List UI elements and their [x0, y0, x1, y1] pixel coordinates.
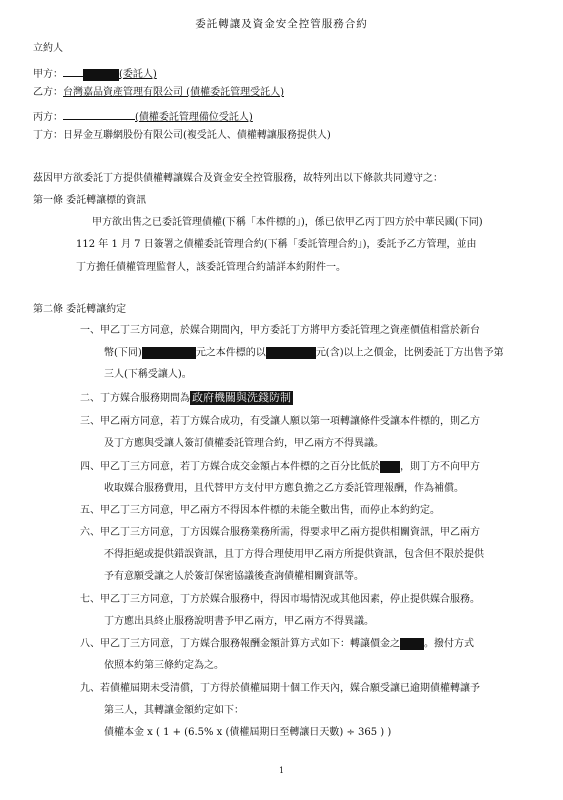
party-c-prefix: 丙方： — [33, 112, 63, 123]
redacted-amount — [266, 347, 316, 359]
clause-4-line — [80, 461, 480, 474]
clause-1-line: 三人(下稱受讓人)。 — [104, 369, 192, 380]
clause-5-line: 五、甲乙丁三方同意，甲乙兩方不得因本件標的未能全數出售，而停止本約約定。 — [80, 505, 440, 516]
clause-9-line: 九、若債權屆期未受清償，丁方得於債權屆期十個工作天內，媒合願受讓已逾期債權轉讓予 — [80, 683, 480, 694]
clause-7-line: 七、甲乙丁三方同意，丁方於媒合服務中，得因市場情況或其他因素，停止提供媒合服務。 — [80, 594, 480, 605]
clause-8-text: 。撥付方式 — [424, 638, 474, 650]
parties-label: 立約人 — [33, 43, 63, 54]
redacted-percentage — [380, 461, 400, 473]
clause-2-text: 二、丁方媒合服務期間為 — [80, 393, 190, 404]
party-a-role: (委託人) — [119, 69, 157, 80]
clause-8-line — [80, 638, 474, 651]
party-a-line — [33, 66, 157, 81]
redacted-rate — [400, 638, 424, 650]
clause-6-line: 不得拒絕或提供錯誤資訊，且丁方得合理使用甲乙兩方所提供資訊，包含但不限於提供 — [104, 549, 484, 560]
clause-6-line: 六、甲乙丁三方同意，丁方因媒合服務業務所需，得要求甲乙兩方提供相關資訊，甲乙兩方 — [80, 527, 480, 538]
redacted-amount — [142, 347, 196, 359]
intro-paragraph: 茲因甲方欲委託丁方提供債權轉讓媒合及資金安全控管服務，故特列出以下條款共同遵守之： — [33, 173, 443, 184]
page-number: 1 — [278, 766, 285, 775]
article-1-line: 112 年 1 月 7 日簽署之債權委託管理合約(下稱「委託管理合約」)，委託予乙方管理，並由 — [76, 239, 477, 250]
clause-8-text: 八、甲乙丁三方同意，丁方媒合服務報酬金額計算方式如下：轉讓價金之 — [80, 638, 400, 650]
clause-1-text: 元(含)以上之價金，比例委託丁方出售予第 — [315, 347, 504, 359]
clause-2-line — [80, 391, 293, 405]
party-a-prefix: 甲方： — [33, 69, 63, 80]
clause-3-line: 及丁方應與受讓人簽訂債權委託管理合約，甲乙兩方不得異議。 — [104, 438, 384, 449]
party-c-line — [33, 109, 253, 124]
clause-7-line: 丁方應出具終止服務說明書予甲乙兩方，甲乙兩方不得異議。 — [104, 616, 374, 627]
clause-6-line: 予有意願受讓之人於簽訂保密協議後查詢債權相關資訊等。 — [104, 571, 364, 582]
clause-9-line: 第三人，其轉讓金額約定如下： — [104, 705, 244, 716]
article-1-heading: 第一條 委託轉讓標的資訊 — [33, 195, 147, 206]
clause-1-line: 一、甲乙丁三方同意，於媒合期間內，甲方委託丁方將甲方委託管理之資產價值相當於新台 — [80, 325, 480, 336]
clause-3-line: 三、甲乙兩方同意，若丁方媒合成功，有受讓人願以第一項轉讓條件受讓本件標的，則乙方 — [80, 416, 480, 427]
redacted-name — [83, 69, 119, 81]
clause-1-line — [104, 347, 504, 360]
party-c-blank — [63, 109, 135, 120]
party-a-blank — [63, 66, 83, 77]
party-d-line: 丁方：日昇金互聯網股份有限公司(複受託人、債權轉讓服務提供人) — [33, 130, 331, 141]
watermark-stamp: 政府機關與洗錢防制 — [192, 391, 291, 404]
party-c-role: (債權委託管理備位受託人) — [135, 112, 253, 123]
article-1-line: 丁方擔任債權管理監督人，該委託管理合約請詳本約附件一。 — [76, 262, 346, 273]
party-b-line — [33, 87, 284, 99]
clause-4-text: ，則丁方不向甲方 — [400, 461, 480, 473]
contract-title: 委託轉讓及資金安全控管服務合約 — [195, 18, 368, 30]
transfer-formula: 債權本金 x ( 1 + (6.5% x (債權屆期日至轉讓日天數) ÷ 365 ) ) — [104, 727, 392, 738]
clause-4-text: 四、甲乙丁三方同意，若丁方媒合成交金額占本件標的之百分比低於 — [80, 461, 380, 473]
party-b-prefix: 乙方： — [33, 87, 63, 98]
clause-1-text: 幣(下同) — [104, 347, 142, 359]
party-b-name: 台灣嘉品資產管理有限公司 — [63, 87, 183, 98]
article-2-heading: 第二條 委託轉讓約定 — [33, 304, 127, 315]
clause-1-text: 元之本件標的以 — [195, 347, 266, 359]
article-1-line: 甲方欲出售之已委託管理債權(下稱「本件標的」)，係已依甲乙丙丁四方於中華民國(下同) — [92, 217, 483, 228]
clause-8-line: 依照本約第三條約定為之。 — [104, 660, 224, 671]
party-b-role: (債權委託管理受託人) — [183, 87, 284, 98]
clause-4-line: 收取媒合服務費用，且代替甲方支付甲方應負擔之乙方委託管理報酬，作為補償。 — [104, 483, 464, 494]
